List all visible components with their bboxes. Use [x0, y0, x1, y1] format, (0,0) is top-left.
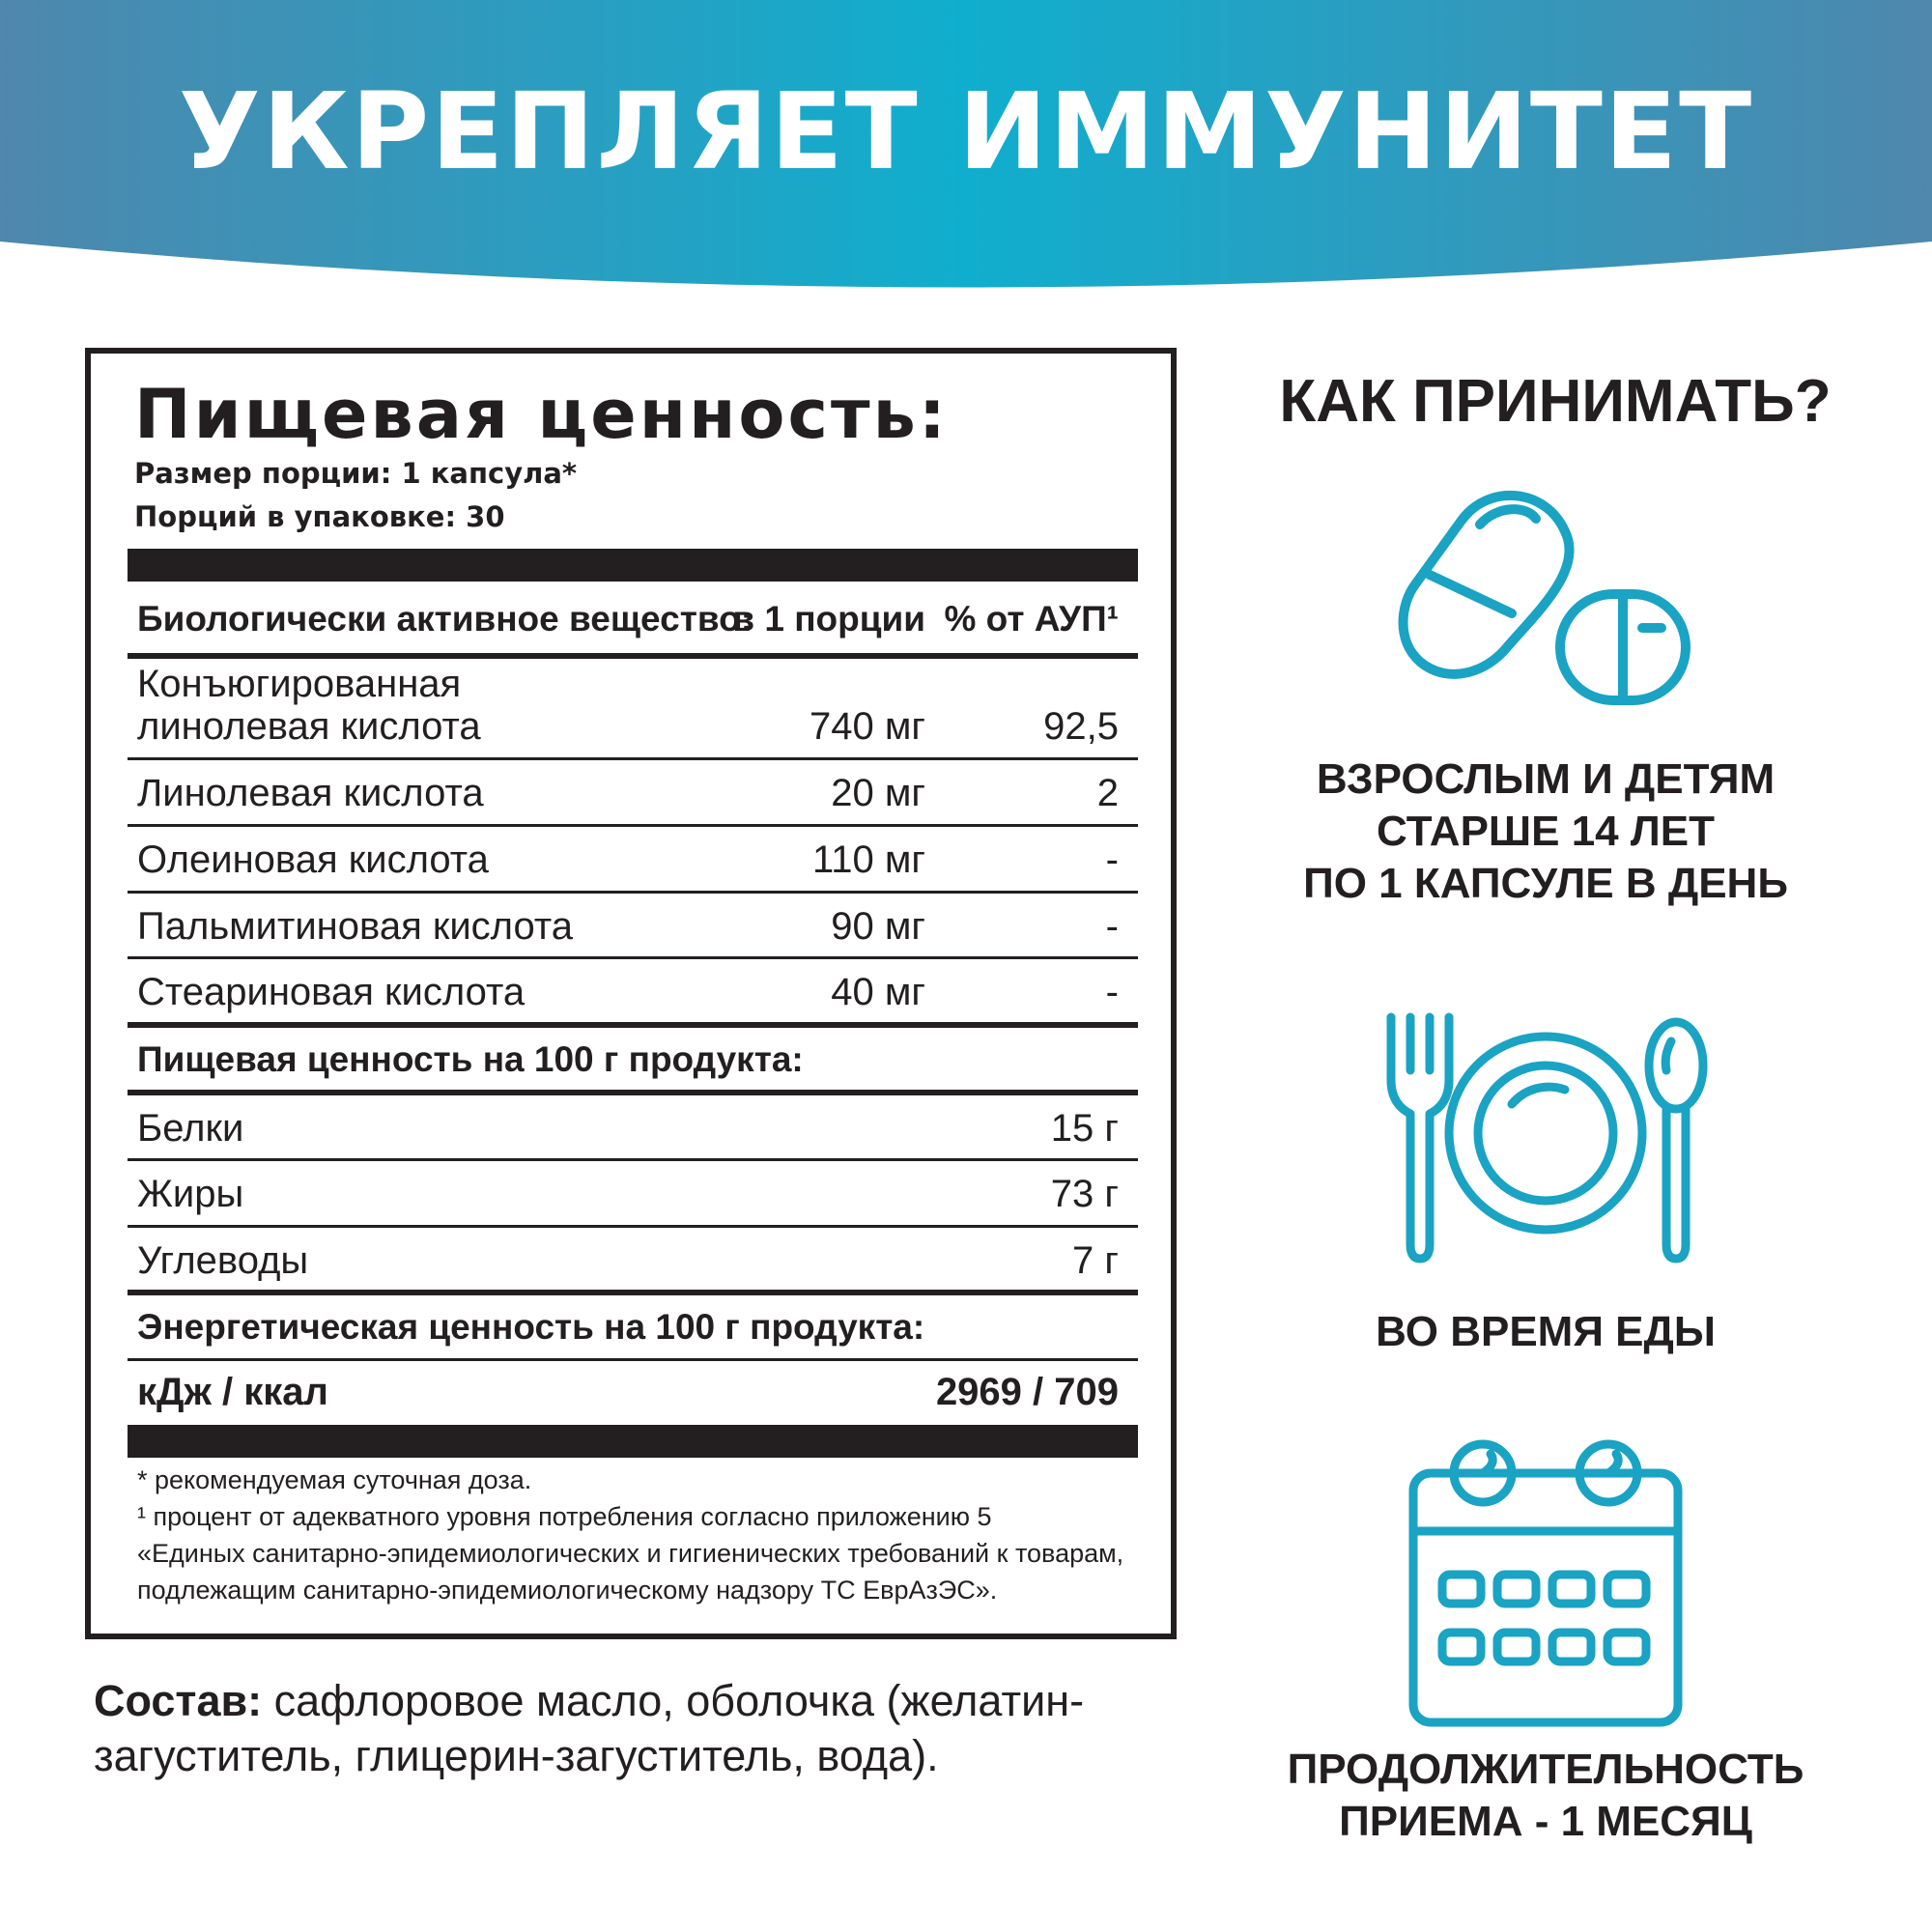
table-row [128, 1095, 1138, 1161]
row-name: Стеариновая кислота [137, 971, 526, 1013]
energy-title: Энергетическая ценность на 100 г продукта: [137, 1307, 925, 1347]
table-row [128, 1228, 1138, 1295]
capsule-icon [1391, 478, 1690, 705]
per100-title-row [128, 1028, 1138, 1095]
table-row [128, 760, 1138, 827]
caption-line: ПРИЕМА - 1 МЕСЯЦ [1339, 1798, 1752, 1845]
table-row [128, 1161, 1138, 1228]
divider-bar-top [128, 549, 1138, 582]
per100-title: Пищевая ценность на 100 г продукта: [137, 1039, 804, 1079]
row-value: 73 г [1050, 1173, 1119, 1215]
nutrition-title: Пищевая ценность: [134, 375, 949, 454]
row-pct: 2 [1096, 772, 1119, 814]
table-header [128, 582, 1138, 659]
row-value: 7 г [1072, 1239, 1119, 1282]
energy-value: 2969 / 709 [935, 1371, 1119, 1413]
row-name: линолевая кислота [137, 705, 481, 748]
row-amount: 110 мг [812, 838, 925, 881]
caption-duration [1246, 1744, 1845, 1848]
table-row [128, 659, 1138, 760]
row-name: Олеиновая кислота [137, 838, 489, 881]
caption-line: ВЗРОСЛЫМ И ДЕТЯМ [1316, 755, 1776, 803]
row-pct: - [1105, 838, 1119, 881]
header-per-serving: в 1 порции [732, 599, 925, 639]
plate-cutlery-icon [1381, 1012, 1710, 1264]
energy-title-row [128, 1295, 1138, 1361]
footnote: ¹ процент от адекватного уровня потребления согласно приложению 5 [137, 1502, 992, 1531]
row-name: Конъюгированная [137, 663, 462, 705]
composition-text: сафлоровое масло, оболочка (желатин-загуститель, глицерин-загуститель, вода). [94, 1676, 1085, 1780]
row-value: 15 г [1050, 1107, 1119, 1150]
row-name: Белки [137, 1107, 244, 1150]
row-amount: 20 мг [831, 772, 925, 814]
table-row [128, 959, 1138, 1028]
caption-line: ПО 1 КАПСУЛЕ В ДЕНЬ [1303, 860, 1788, 907]
serving-size: Размер порции: 1 капсула* [134, 457, 578, 490]
row-pct: - [1105, 971, 1119, 1013]
energy-name: кДж / ккал [137, 1371, 328, 1413]
row-pct: - [1105, 905, 1119, 948]
footnote: «Единых санитарно-эпидемиологических и гигиенических требований к товарам, [137, 1539, 1124, 1568]
servings-per-pack: Порций в упаковке: 30 [134, 500, 505, 533]
composition [94, 1673, 1234, 1783]
calendar-icon [1406, 1439, 1686, 1729]
caption-with-food [1256, 1306, 1835, 1358]
row-amount: 740 мг [810, 705, 925, 748]
table-row [128, 894, 1138, 959]
header-substance: Биологически активное вещество: [137, 599, 753, 639]
caption-line: ВО ВРЕМЯ ЕДЫ [1376, 1308, 1716, 1355]
footnotes [137, 1462, 1123, 1608]
composition-label: Состав: [94, 1676, 263, 1725]
caption-line: СТАРШЕ 14 ЛЕТ [1377, 808, 1715, 855]
banner-title: УКРЕПЛЯЕТ ИММУНИТЕТ [178, 70, 1754, 193]
row-name: Жиры [137, 1173, 244, 1215]
row-name: Углеводы [137, 1239, 309, 1282]
divider-bar-bottom [128, 1425, 1138, 1458]
energy-row [128, 1361, 1138, 1425]
row-name: Пальмитиновая кислота [137, 905, 573, 948]
row-name: Линолевая кислота [137, 772, 484, 814]
table-row [128, 827, 1138, 894]
row-pct: 92,5 [1043, 705, 1119, 748]
nutrition-panel [85, 348, 1177, 1639]
caption-dosage [1256, 753, 1835, 910]
row-amount: 40 мг [831, 971, 925, 1013]
how-to-take-title: КАК ПРИНИМАТЬ? [1279, 368, 1832, 435]
caption-line: ПРОДОЛЖИТЕЛЬНОСТЬ [1287, 1746, 1804, 1793]
footnote: * рекомендуемая суточная доза. [137, 1465, 532, 1494]
header-banner [0, 0, 1932, 299]
header-pct: % от АУП¹ [944, 599, 1119, 639]
footnote: подлежащим санитарно-эпидемиологическому надзору ТС ЕврАзЭС». [137, 1576, 998, 1605]
row-amount: 90 мг [831, 905, 925, 948]
